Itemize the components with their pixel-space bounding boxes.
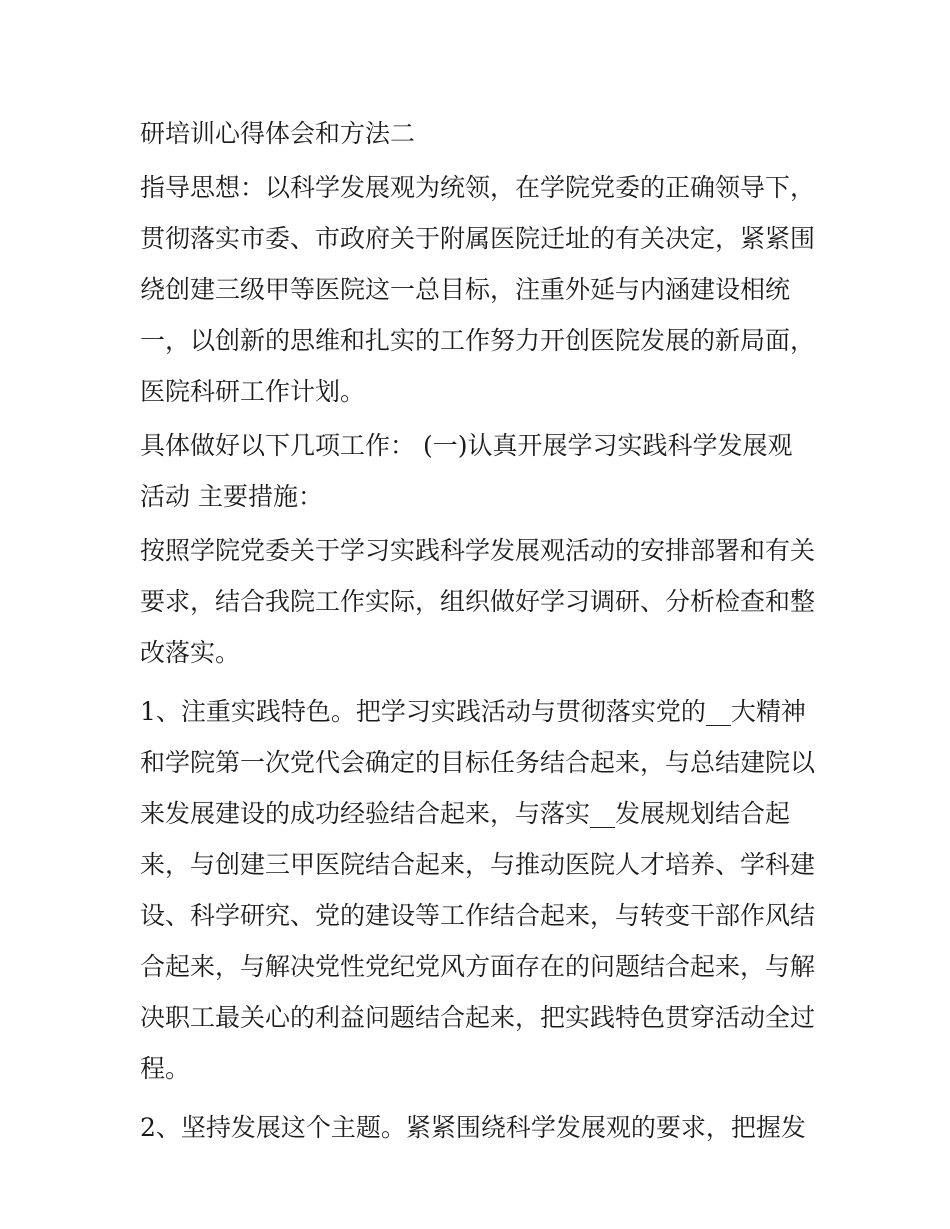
text-line: 合起来，与解决党性党纪党风方面存在的问题结合起来，与解 (140, 952, 816, 981)
document-body (140, 108, 830, 1153)
text-line: 按照学院党委关于学习实践科学发展观活动的安排部署和有关 (140, 536, 816, 565)
text-line: 具体做好以下几项工作： (一)认真开展学习实践科学发展观 (140, 431, 793, 460)
text-line: 和学院第一次党代会确定的目标任务结合起来，与总结建院以 (140, 748, 816, 777)
arrangement-paragraph (140, 525, 830, 678)
text-line: 1、注重实践特色。把学习实践活动与贯彻落实党的__大精神 (140, 697, 806, 726)
title-line: 研培训心得体会和方法二 (140, 119, 416, 148)
text-line: 2、坚持发展这个主题。紧紧围绕科学发展观的要求，把握发 (140, 1113, 806, 1142)
text-line: 医院科研工作计划。 (140, 377, 366, 406)
item-1-paragraph (140, 686, 830, 1094)
item-2-paragraph (140, 1102, 830, 1153)
text-line: 来，与创建三甲医院结合起来，与推动医院人才培养、学科建 (140, 850, 816, 879)
text-line: 程。 (140, 1054, 191, 1083)
text-line: 决职工最关心的利益问题结合起来，把实践特色贯穿活动全过 (140, 1003, 816, 1032)
specific-work-paragraph (140, 420, 830, 522)
document-title (140, 108, 830, 159)
text-line: 指导思想：以科学发展观为统领，在学院党委的正确领导下， (140, 173, 816, 202)
text-line: 绕创建三级甲等医院这一总目标，注重外延与内涵建设相统 (140, 275, 791, 304)
guiding-thought-paragraph (140, 162, 830, 417)
text-line: 来发展建设的成功经验结合起来，与落实__发展规划结合起 (140, 799, 791, 828)
text-line: 要求，结合我院工作实际，组织做好学习调研、分析检查和整 (140, 587, 816, 616)
text-line: 一，以创新的思维和扎实的工作努力开创医院发展的新局面， (140, 326, 816, 355)
text-line: 设、科学研究、党的建设等工作结合起来，与转变干部作风结 (140, 901, 816, 930)
text-line: 活动 主要措施： (140, 482, 323, 511)
text-line: 改落实。 (140, 638, 241, 667)
text-line: 贯彻落实市委、市政府关于附属医院迁址的有关决定，紧紧围 (140, 224, 816, 253)
